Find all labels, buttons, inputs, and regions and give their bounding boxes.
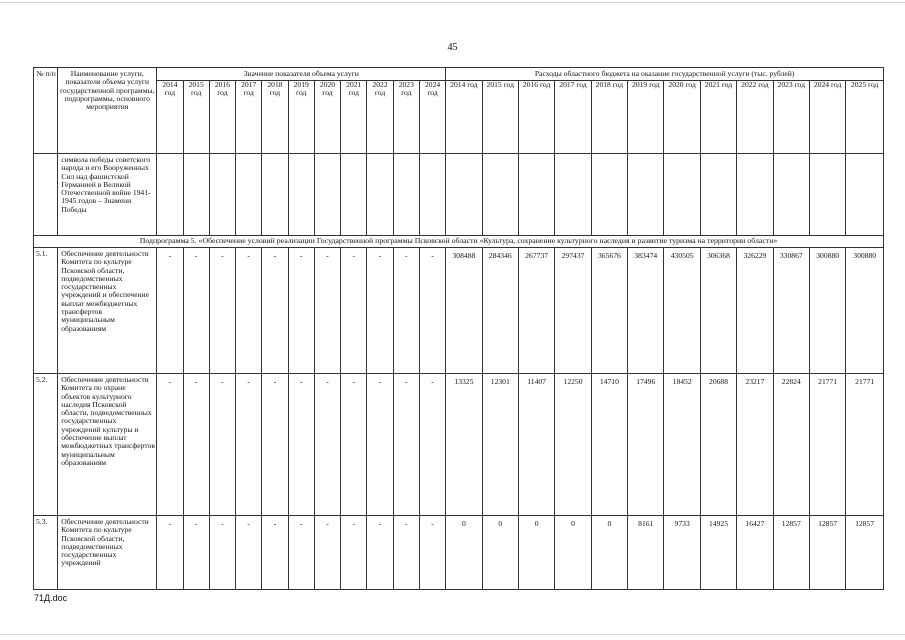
expense-cell: 23217 [737,374,773,516]
value-cell: - [341,248,367,374]
expense-cell: 14925 [700,516,736,590]
value-cell: - [419,248,445,374]
value-cell: - [393,516,419,590]
value-cell: - [341,374,367,516]
value-cell: - [314,516,340,590]
expense-cell: 20688 [700,374,736,516]
value-cell: - [367,374,393,516]
value-cell: - [236,374,262,516]
expense-cell: 430505 [664,248,700,374]
expense-year-header: 2019 год [628,81,664,154]
header-num: № п/п [34,68,58,154]
value-cell: - [288,248,314,374]
value-cell: - [236,516,262,590]
header-expenses-group: Расходы областного бюджета на оказание государственной услуги (тыс. рублей) [446,68,884,81]
value-year-header: 2020 год [314,81,340,154]
value-year-header: 2016 год [209,81,235,154]
value-cell: - [288,374,314,516]
expense-cell: 8161 [628,516,664,590]
header-values-group: Значение показателя объема услуги [157,68,446,81]
value-cell: - [419,516,445,590]
expense-cell: 22824 [773,374,809,516]
expense-cell: 365676 [591,248,627,374]
expense-cell: 267737 [518,248,554,374]
value-cell: - [183,516,209,590]
expense-cell: 0 [482,516,518,590]
subprogram-row [34,236,884,248]
expense-cell: 12301 [482,374,518,516]
row-name: символа победы советского народа и его Вооруженных Сил над фашистской Германией в Великой Отечественной войне 1941-1945 годов – Знамени Победы [58,154,157,236]
value-year-header: 2023 год [393,81,419,154]
value-year-header: 2014 год [157,81,183,154]
services-table [33,67,884,590]
value-year-header: 2024 год [419,81,445,154]
expense-year-header: 2021 год [700,81,736,154]
expense-cell: 0 [446,516,482,590]
value-cell: - [183,374,209,516]
expense-year-header: 2018 год [591,81,627,154]
value-cell: - [367,516,393,590]
subprogram-title: Подпрограмма 5. «Обеспечение условий реализации Государственной программы Псковской области «Культура, сохранение культурного наследия и развитие туризма на территории области» [34,236,884,248]
scan-edge-bottom [0,634,905,635]
expense-year-header: 2022 год [737,81,773,154]
scan-edge-top [0,2,905,3]
value-cell: - [157,516,183,590]
expense-cell: 330867 [773,248,809,374]
expense-cell: 14710 [591,374,627,516]
row-name: Обеспечение деятельности Комитета по охране объектов культурного наследия Псковской области, подведомственных государственных учреждений культуры и обеспечение выплат межбюджетных трансфертов муниципальным образованиям [58,374,157,516]
expense-cell: 11407 [518,374,554,516]
header-name: Наименование услуги, показателя объема услуги государственной программы, подпрограммы, основного мероприятия [58,68,157,154]
row-num: 5.2. [34,374,58,516]
expense-cell: 326229 [737,248,773,374]
value-cell: - [262,248,288,374]
expense-year-header: 2017 год [555,81,591,154]
expense-cell: 16427 [737,516,773,590]
expense-cell: 12857 [773,516,809,590]
value-year-header: 2022 год [367,81,393,154]
value-cell: - [183,248,209,374]
expense-year-header: 2025 год [846,81,884,154]
row-name: Обеспечение деятельности Комитета по культуре Псковской области, подведомственных государственных учреждений и обеспечение выплат межбюджетных трансфертов муниципальным образованиям [58,248,157,374]
value-year-header: 2021 год [341,81,367,154]
table-row [34,374,884,516]
table-row [34,516,884,590]
expense-year-header: 2024 год [809,81,845,154]
expense-cell: 300880 [846,248,884,374]
row-num: 5.3. [34,516,58,590]
expense-cell: 306368 [700,248,736,374]
value-cell: - [157,374,183,516]
expense-cell: 0 [591,516,627,590]
expense-cell: 21771 [846,374,884,516]
expense-cell: 12857 [809,516,845,590]
value-cell: - [314,248,340,374]
expense-cell: 17496 [628,374,664,516]
value-cell: - [209,374,235,516]
expense-cell: 21771 [809,374,845,516]
expense-year-header: 2016 год [518,81,554,154]
expense-year-header: 2020 год [664,81,700,154]
value-cell: - [419,374,445,516]
expense-year-header: 2023 год [773,81,809,154]
continuation-row [34,154,884,236]
value-year-header: 2018 год [262,81,288,154]
expense-cell: 297437 [555,248,591,374]
page-number: 45 [447,42,458,53]
value-year-header: 2017 год [236,81,262,154]
value-year-header: 2019 год [288,81,314,154]
expense-cell: 12857 [846,516,884,590]
value-cell: - [236,248,262,374]
value-cell: - [314,374,340,516]
table-row [34,248,884,374]
row-name: Обеспечение деятельности Комитета по культуре Псковской области, подведомственных государственных учреждений [58,516,157,590]
value-cell: - [367,248,393,374]
expense-year-header: 2015 год [482,81,518,154]
value-cell: - [393,248,419,374]
value-cell: - [341,516,367,590]
expense-cell: 0 [518,516,554,590]
value-cell: - [288,516,314,590]
value-cell: - [157,248,183,374]
row-num: 5.1. [34,248,58,374]
value-cell: - [393,374,419,516]
expense-cell: 12250 [555,374,591,516]
value-cell: - [209,248,235,374]
expense-cell: 383474 [628,248,664,374]
expense-cell: 9733 [664,516,700,590]
value-year-header: 2015 год [183,81,209,154]
expense-year-header: 2014 год [446,81,482,154]
expense-cell: 13325 [446,374,482,516]
expense-cell: 284346 [482,248,518,374]
value-cell: - [262,516,288,590]
row-num [34,154,58,236]
expense-cell: 308488 [446,248,482,374]
expense-cell: 18452 [664,374,700,516]
value-cell: - [262,374,288,516]
expense-cell: 0 [555,516,591,590]
expense-cell: 300880 [809,248,845,374]
file-name-footer: 71Д.doc [34,593,68,603]
value-cell: - [209,516,235,590]
